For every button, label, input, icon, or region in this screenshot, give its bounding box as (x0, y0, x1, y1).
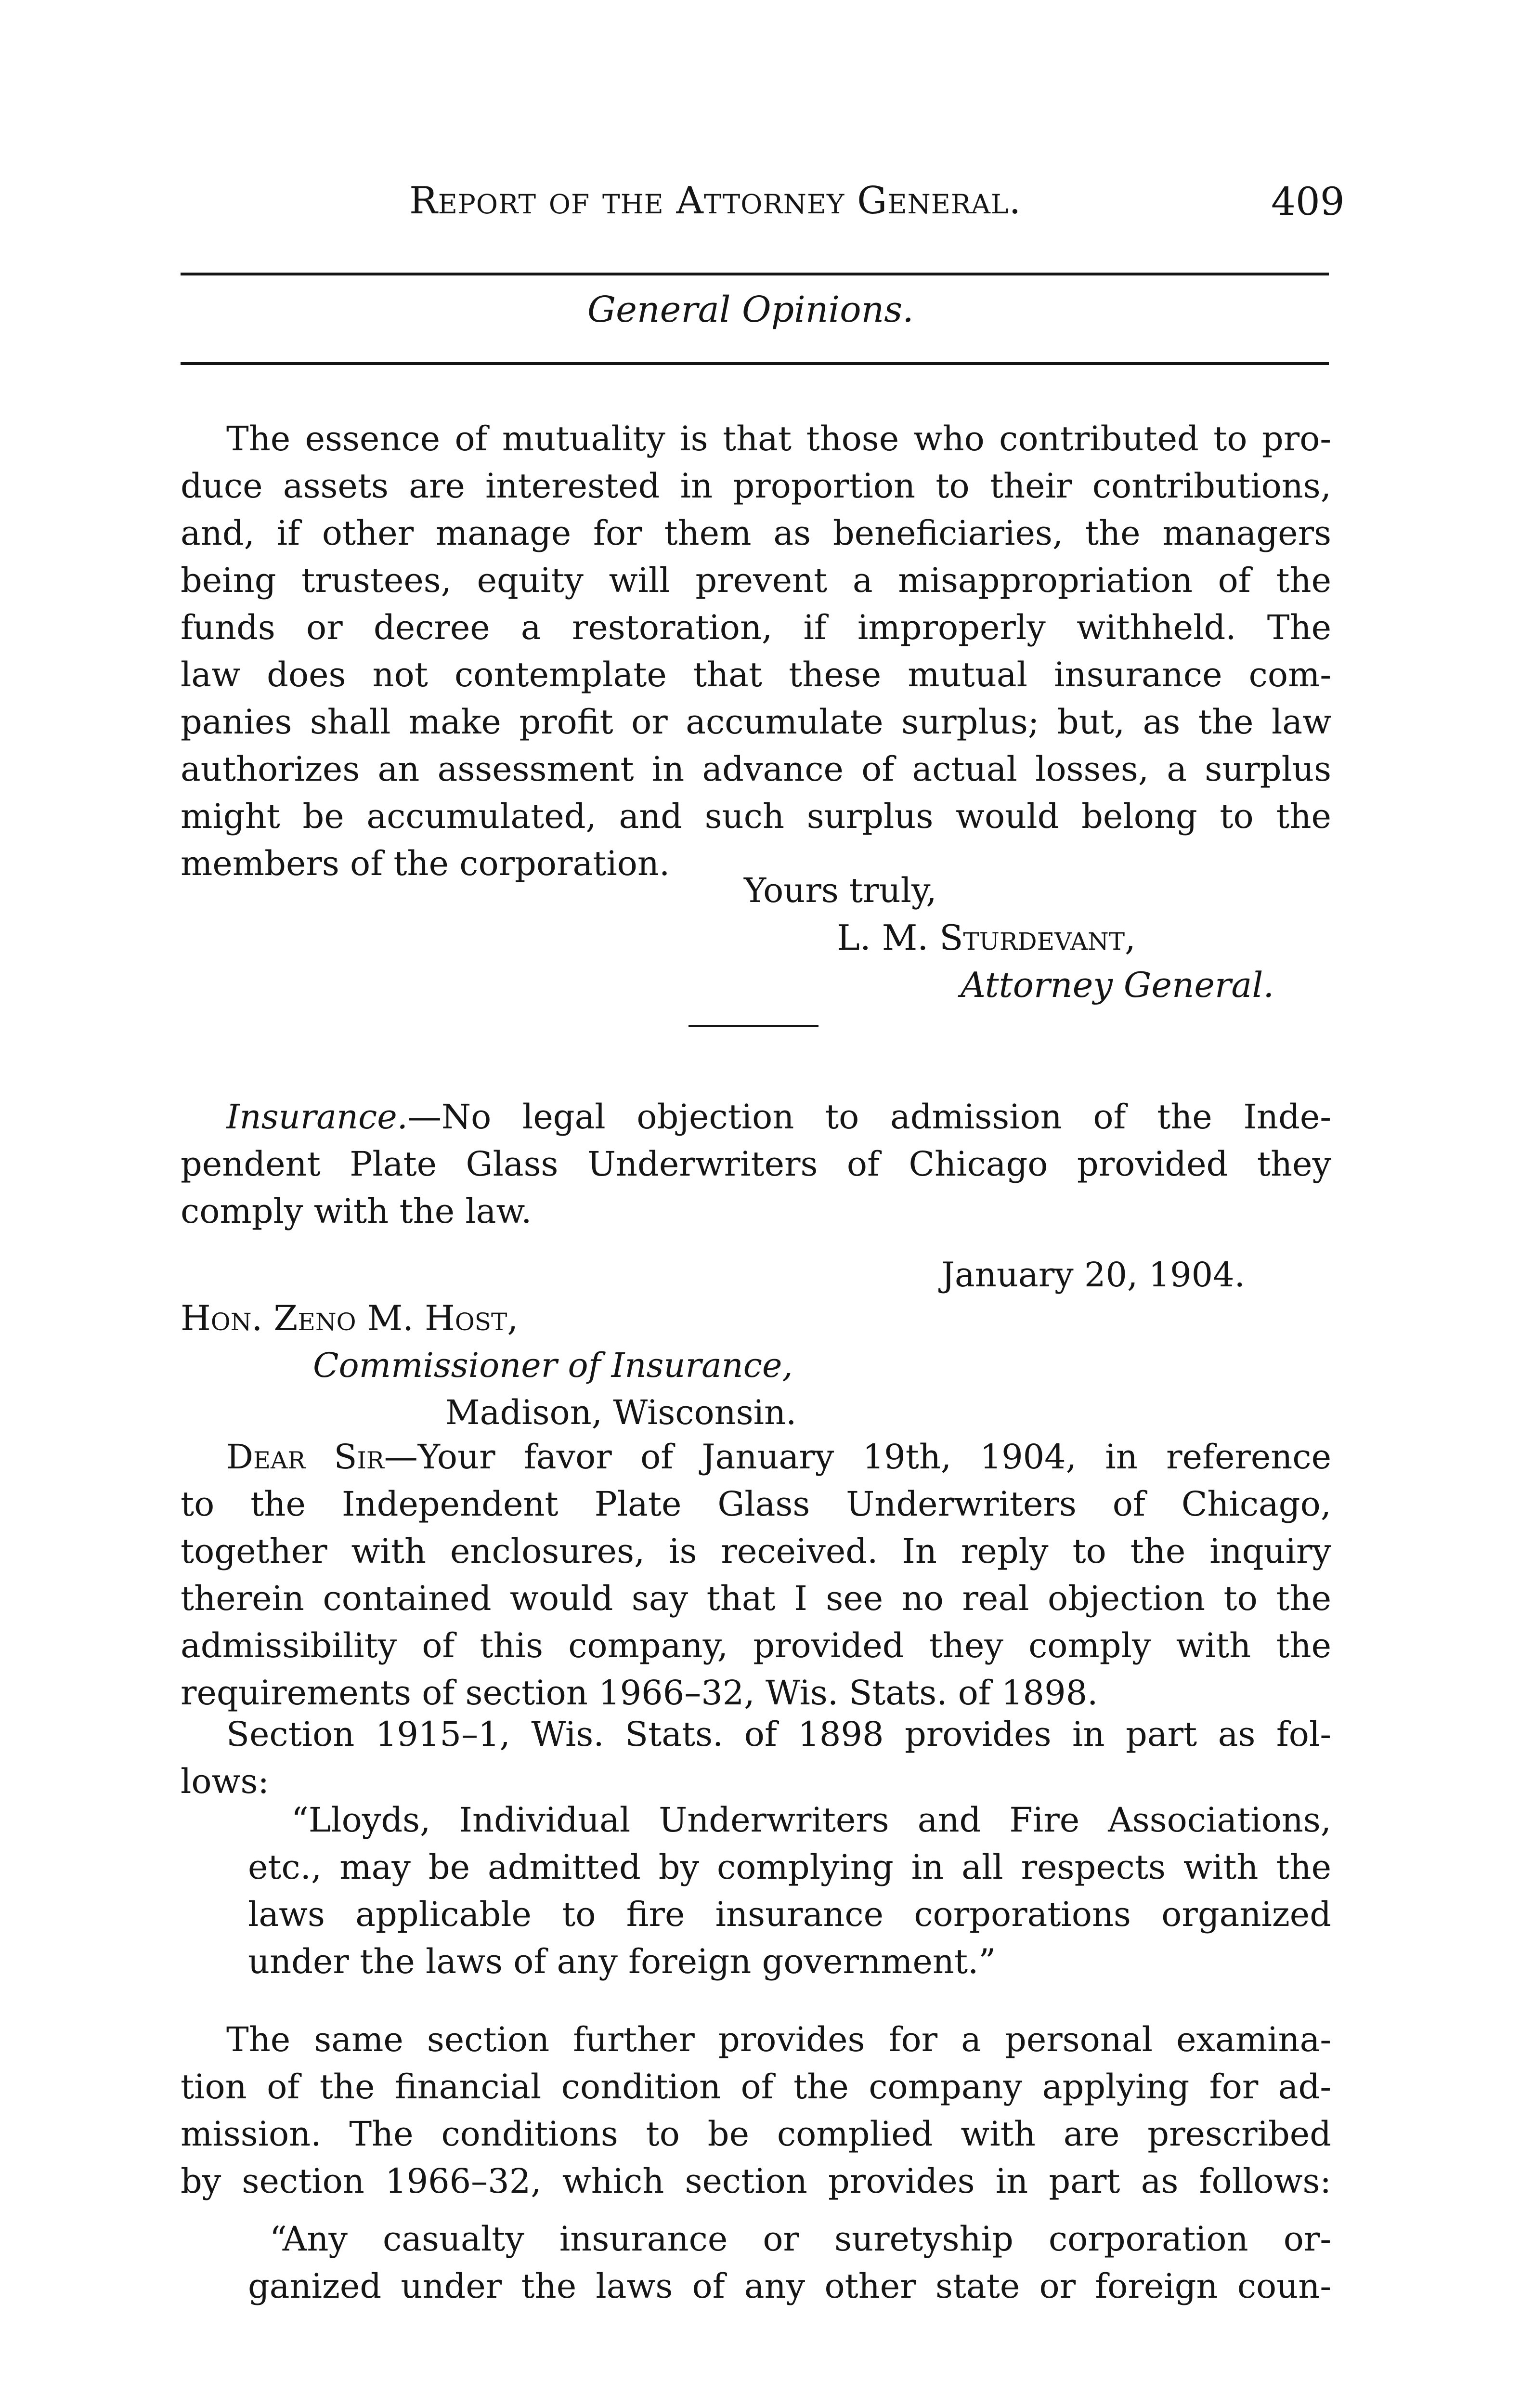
letter-line: by section 1966–32, which section provides in part as follows: (181, 2161, 1331, 2201)
closing: Yours truly, (744, 871, 937, 910)
addressee-place: Madison, Wisconsin. (445, 1393, 797, 1432)
letter-line: tion of the financial condition of the company applying for ad- (181, 2067, 1331, 2107)
opinion-divider (689, 1025, 818, 1027)
letter-line: to the Independent Plate Glass Underwriters of Chicago, (181, 1484, 1331, 1524)
section-title: General Opinions. (587, 289, 914, 330)
letter-line: The same section further provides for a personal examina- (226, 2020, 1331, 2059)
opinion-text-line: might be accumulated, and such surplus would belong to the (181, 797, 1331, 836)
letter-line: therein contained would say that I see no real objection to the (181, 1579, 1331, 1618)
quote-line: laws applicable to fire insurance corporations organized (248, 1895, 1331, 1934)
letter-text: —Your favor of January 19th, 1904, in reference (384, 1437, 1331, 1477)
opinion-text-line: The essence of mutuality is that those who contributed to pro- (226, 419, 1331, 458)
headnote-line: pendent Plate Glass Underwriters of Chicago provided they (181, 1144, 1331, 1184)
headnote-text: —No legal objection to admission of the Inde- (407, 1097, 1331, 1137)
letter-line: mission. The conditions to be complied with are prescribed (181, 2114, 1331, 2154)
letter-line: together with enclosures, is received. In reply to the inquiry (181, 1531, 1331, 1571)
signer-title: Attorney General. (961, 965, 1274, 1005)
opinion-text-line: law does not contemplate that these mutual insurance com- (181, 655, 1331, 694)
opinion-text-line: funds or decree a restoration, if improperly withheld. The (181, 608, 1331, 647)
signer-name: L. M. Sturdevant, (837, 917, 1136, 958)
quote-line: “Any casualty insurance or suretyship corporation or- (270, 2219, 1331, 2259)
addressee-name: Hon. Zeno M. Host, (181, 1298, 519, 1338)
opinion-text-line: and, if other manage for them as beneficiaries, the managers (181, 513, 1331, 553)
letter-line: admissibility of this company, provided they comply with the (181, 1626, 1331, 1665)
quote-line: etc., may be admitted by complying in all respects with the (248, 1847, 1331, 1887)
opinion-text-line: duce assets are interested in proportion to their contributions, (181, 466, 1331, 506)
opinion-text-line: being trustees, equity will prevent a misappropriation of the (181, 561, 1331, 600)
header-rule-bottom (181, 362, 1329, 365)
headnote-line (226, 1093, 1331, 1140)
header-rule-top (181, 273, 1329, 275)
salutation: Dear Sir (226, 1437, 384, 1477)
quote-line: “Lloyds, Individual Underwriters and Fire Associations, (291, 1800, 1331, 1840)
quote-line: ganized under the laws of any other state or foreign coun- (248, 2266, 1331, 2306)
opinion-text-line: members of the corporation. (181, 844, 670, 883)
letter-line (226, 1433, 1331, 1480)
opinion-text-line: authorizes an assessment in advance of actual losses, a surplus (181, 749, 1331, 789)
letter-line: requirements of section 1966–32, Wis. Stats. of 1898. (181, 1673, 1098, 1713)
addressee-title: Commissioner of Insurance, (313, 1346, 793, 1385)
headnote-topic: Insurance. (226, 1097, 408, 1137)
letter-date: January 20, 1904. (941, 1255, 1245, 1295)
opinion-text-line: panies shall make profit or accumulate surplus; but, as the law (181, 702, 1331, 742)
page-number: 409 (1271, 179, 1345, 224)
quote-line: under the laws of any foreign government.” (248, 1942, 996, 1981)
letter-line: Section 1915–1, Wis. Stats. of 1898 provides in part as fol- (226, 1714, 1331, 1754)
headnote-line: comply with the law. (181, 1191, 532, 1231)
letter-line: lows: (181, 1762, 269, 1801)
running-title: Report of the Attorney General. (409, 179, 1022, 222)
